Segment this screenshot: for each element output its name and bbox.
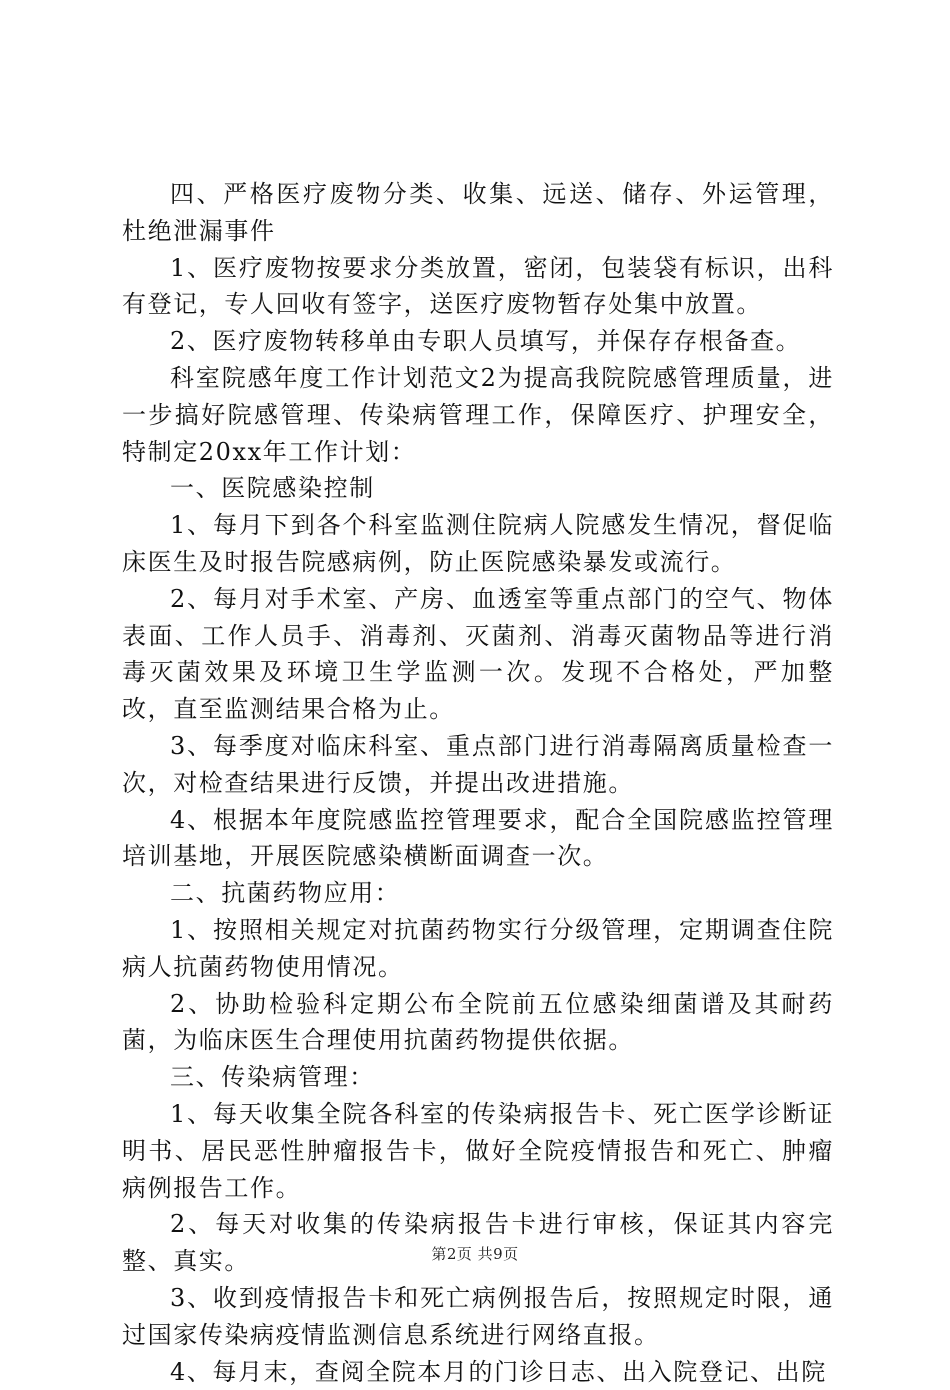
section-heading-infectious-disease: 三、传染病管理： xyxy=(122,1059,834,1096)
section-heading-infection-control: 一、医院感染控制 xyxy=(122,470,834,507)
paragraph: 2、每天对收集的传染病报告卡进行审核，保证其内容完整、真实。 xyxy=(122,1206,834,1280)
page-footer: 第2页 共9页 xyxy=(0,1244,950,1264)
paragraph: 4、根据本年度院感监控管理要求，配合全国院感监控管理培训基地，开展医院感染横断面调查一次。 xyxy=(122,802,834,876)
paragraph: 3、收到疫情报告卡和死亡病例报告后，按照规定时限，通过国家传染病疫情监测信息系统进行网络直报。 xyxy=(122,1280,834,1354)
paragraph: 2、每月对手术室、产房、血透室等重点部门的空气、物体表面、工作人员手、消毒剂、灭菌剂、消毒灭菌物品等进行消毒灭菌效果及环境卫生学监测一次。发现不合格处，严加整改，直至监测结果合格为止。 xyxy=(122,581,834,728)
paragraph: 4、每月末，查阅全院本月的门诊日志、出入院登记、出院 xyxy=(122,1354,834,1390)
paragraph: 1、医疗废物按要求分类放置，密闭，包装袋有标识，出科有登记，专人回收有签字，送医疗废物暂存处集中放置。 xyxy=(122,250,834,324)
document-body xyxy=(122,176,834,1390)
section-heading-waste: 四、严格医疗废物分类、收集、远送、储存、外运管理，杜绝泄漏事件 xyxy=(122,176,834,250)
paragraph: 科室院感年度工作计划范文2为提高我院院感管理质量，进一步搞好院感管理、传染病管理工作，保障医疗、护理安全，特制定20xx年工作计划： xyxy=(122,360,834,470)
section-heading-antibiotics: 二、抗菌药物应用： xyxy=(122,875,834,912)
paragraph: 2、医疗废物转移单由专职人员填写，并保存存根备查。 xyxy=(122,323,834,360)
paragraph: 3、每季度对临床科室、重点部门进行消毒隔离质量检查一次，对检查结果进行反馈，并提出改进措施。 xyxy=(122,728,834,802)
paragraph: 1、每天收集全院各科室的传染病报告卡、死亡医学诊断证明书、居民恶性肿瘤报告卡，做好全院疫情报告和死亡、肿瘤病例报告工作。 xyxy=(122,1096,834,1206)
paragraph: 1、每月下到各个科室监测住院病人院感发生情况，督促临床医生及时报告院感病例，防止医院感染暴发或流行。 xyxy=(122,507,834,581)
paragraph: 1、按照相关规定对抗菌药物实行分级管理，定期调查住院病人抗菌药物使用情况。 xyxy=(122,912,834,986)
paragraph: 2、协助检验科定期公布全院前五位感染细菌谱及其耐药菌，为临床医生合理使用抗菌药物提供依据。 xyxy=(122,986,834,1060)
